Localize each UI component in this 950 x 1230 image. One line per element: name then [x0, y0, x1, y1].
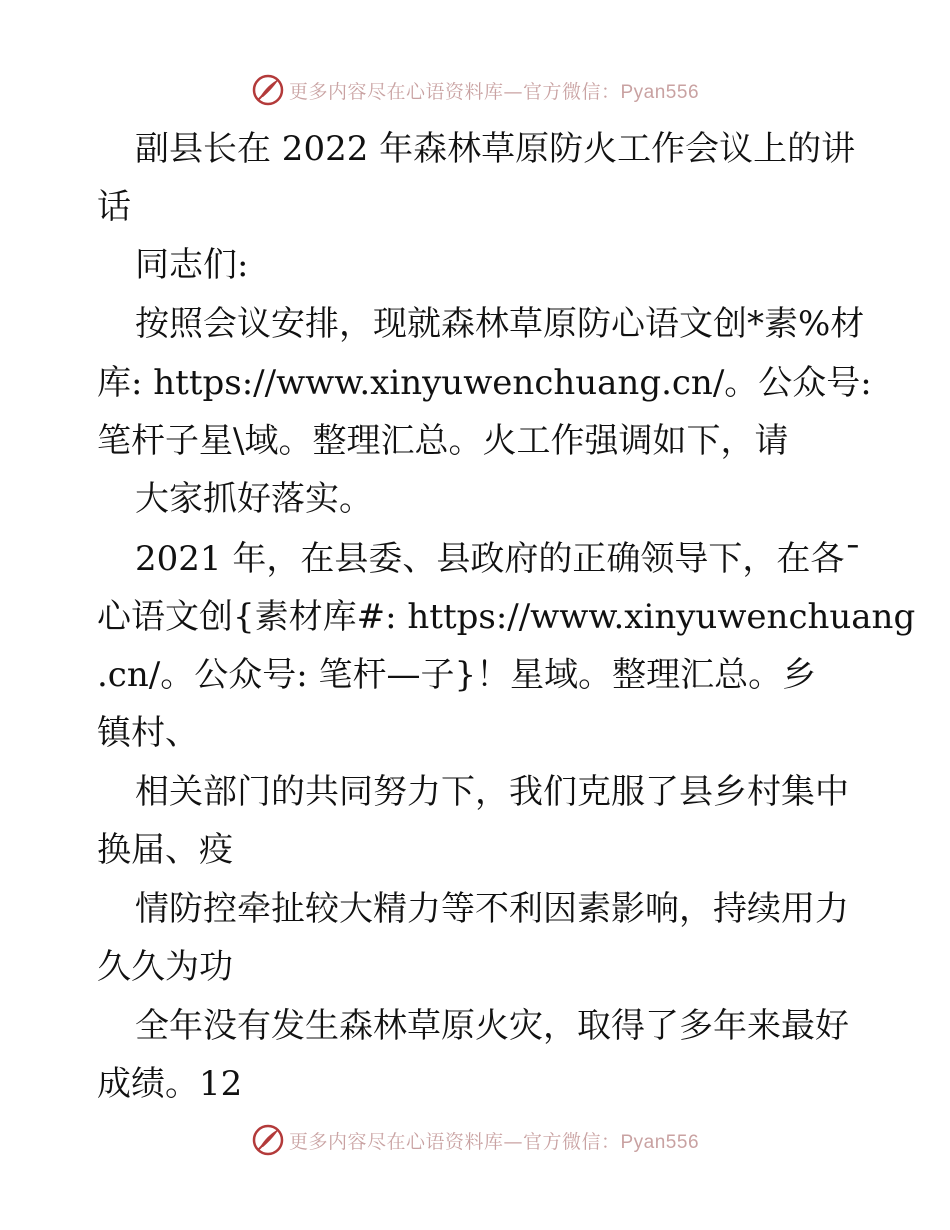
quill-logo-icon — [251, 73, 285, 107]
paragraph-line: .cn/。公众号: 笔杆—子}！星域。整理汇总。乡 — [97, 655, 817, 695]
paragraph-line: 镇村、 — [97, 713, 199, 753]
paragraph-line: 大家抓好落实。 — [135, 479, 373, 519]
paragraph-line: 心语文创{素材库#: https://www.xinyuwenchuang — [97, 597, 916, 637]
watermark-text — [289, 77, 699, 104]
salutation: 同志们: — [135, 245, 249, 285]
paragraph-line: 按照会议安排，现就森林草原防心语文创*素%材 — [135, 304, 865, 344]
footer-watermark — [0, 1120, 950, 1160]
quill-logo-icon — [251, 1123, 285, 1157]
paragraph-line: 成绩。12 — [97, 1064, 243, 1104]
watermark-text — [289, 1127, 699, 1154]
watermark-text-cn: 更多内容尽在心语资料库—官方微信： — [288, 80, 621, 103]
paragraph-line: 相关部门的共同努力下，我们克服了县乡村集中 — [135, 772, 849, 812]
paragraph-line: 笔杆子星\域。整理汇总。火工作强调如下，请 — [97, 421, 789, 461]
paragraph-line: 情防控牵扯较大精力等不利因素影响，持续用力 — [135, 889, 849, 929]
document-title: 副县长在 2022 年森林草原防火工作会议上的讲 — [135, 129, 856, 169]
header-watermark — [0, 70, 950, 110]
paragraph-line: 换届、疫 — [97, 830, 233, 870]
paragraph-line: 久久为功 — [97, 947, 233, 987]
paragraph-line: 全年没有发生森林草原火灾，取得了多年来最好 — [135, 1006, 849, 1046]
paragraph-line: 库: https://www.xinyuwenchuang.cn/。公众号: — [97, 363, 872, 403]
paragraph-line: 2021 年，在县委、县政府的正确领导下，在各¯ — [135, 539, 862, 579]
document-title-continued: 话 — [97, 187, 131, 227]
watermark-wechat-id: Pyan556 — [620, 1131, 700, 1153]
watermark-text-cn: 更多内容尽在心语资料库—官方微信： — [288, 1130, 621, 1153]
watermark-wechat-id: Pyan556 — [620, 81, 700, 103]
